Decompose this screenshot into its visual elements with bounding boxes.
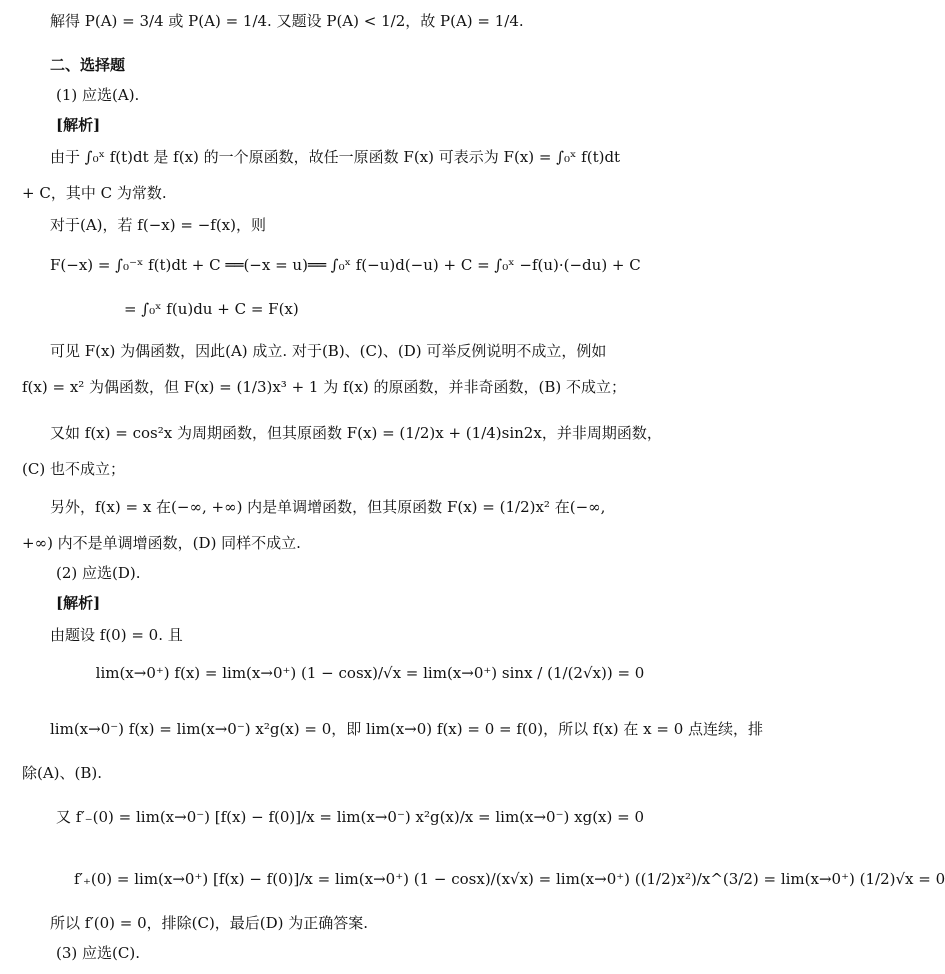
q3-answer: (3) 应选(C). bbox=[56, 944, 140, 962]
q1-eq1: F(−x) = ∫₀⁻ˣ f(t)dt + C ══(−x = u)══ ∫₀ˣ f(−u)d(−u) + C = ∫₀ˣ −f(u)·(−du) + C bbox=[50, 256, 641, 274]
q1-para4-line2: (C) 也不成立； bbox=[22, 460, 125, 478]
q1-para5-line2: +∞) 内不是单调增函数，(D) 同样不成立. bbox=[22, 534, 301, 552]
q1-para1-line1: 由于 ∫₀ˣ f(t)dt 是 f(x) 的一个原函数，故任一原函数 F(x) 可表示为 F(x) = ∫₀ˣ f(t)dt bbox=[50, 148, 621, 166]
q2-para2-line1: lim(x→0⁻) f(x) = lim(x→0⁻) x²g(x) = 0，即 lim(x→0) f(x) = 0 = f(0)，所以 f(x) 在 x = 0 点连续，排 bbox=[50, 720, 764, 738]
q1-para2: 对于(A)，若 f(−x) = −f(x)，则 bbox=[50, 216, 266, 234]
q1-para5-line1: 另外，f(x) = x 在(−∞, +∞) 内是单调增函数，但其原函数 F(x) = (1/2)x² 在(−∞, bbox=[50, 498, 606, 516]
q1-para1-line2: + C，其中 C 为常数. bbox=[22, 184, 167, 202]
q1-analysis-label: [解析] bbox=[56, 116, 101, 134]
q1-para3-line2: f(x) = x² 为偶函数，但 F(x) = (1/3)x³ + 1 为 f(x) 的原函数，并非奇函数，(B) 不成立； bbox=[22, 378, 626, 396]
q2-eq-right-derivative: f′₊(0) = lim(x→0⁺) [f(x) − f(0)]/x = lim(x→0⁺) (1 − cosx)/(x√x) = lim(x→0⁺) ((1/2)x²)/x^(3/2) = lim(x→0⁺) (1/2)√x = 0 bbox=[74, 870, 945, 888]
q1-para3-line1: 可见 F(x) 为偶函数，因此(A) 成立. 对于(B)、(C)、(D) 可举反例说明不成立，例如 bbox=[50, 342, 607, 360]
q1-para4-line1: 又如 f(x) = cos²x 为周期函数，但其原函数 F(x) = (1/2)x + (1/4)sin2x，并非周期函数， bbox=[50, 424, 662, 442]
section-heading-choice: 二、选择题 bbox=[50, 56, 126, 74]
q2-eq-left-derivative: 又 f′₋(0) = lim(x→0⁻) [f(x) − f(0)]/x = lim(x→0⁻) x²g(x)/x = lim(x→0⁻) xg(x) = 0 bbox=[56, 808, 645, 826]
q2-para1: 由题设 f(0) = 0. 且 bbox=[50, 626, 183, 644]
q2-conclusion: 所以 f′(0) = 0，排除(C)，最后(D) 为正确答案. bbox=[50, 914, 369, 932]
q1-eq2: = ∫₀ˣ f(u)du + C = F(x) bbox=[124, 300, 299, 318]
q2-eq-limit-right: lim(x→0⁺) f(x) = lim(x→0⁺) (1 − cosx)/√x = lim(x→0⁺) sinx / (1/(2√x)) = 0 bbox=[95, 664, 645, 682]
q2-analysis-label: [解析] bbox=[56, 594, 101, 612]
q1-answer: (1) 应选(A). bbox=[56, 86, 140, 104]
q2-answer: (2) 应选(D). bbox=[56, 564, 141, 582]
line-solution-pa: 解得 P(A) = 3/4 或 P(A) = 1/4. 又题设 P(A) < 1/2，故 P(A) = 1/4. bbox=[50, 12, 524, 30]
q2-para2-line2: 除(A)、(B). bbox=[22, 764, 103, 782]
